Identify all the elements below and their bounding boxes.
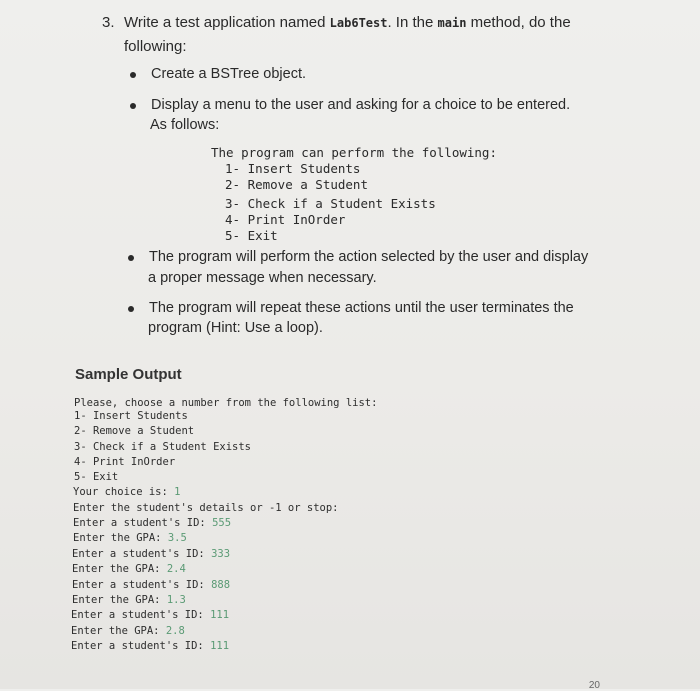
output-line: Enter a student's ID: 888 (72, 579, 231, 591)
bullet-3-line-2: a proper message when necessary. (148, 270, 377, 286)
menu-header: The program can perform the following: (211, 145, 497, 160)
method-name-code: main (437, 16, 467, 30)
output-line: 1- Insert Students (74, 410, 188, 422)
output-line: 5- Exit (74, 471, 119, 483)
bullet-4-line-2: program (Hint: Use a loop). (148, 320, 323, 336)
bullet-4-line-1: The program will repeat these actions until the user terminates the (149, 300, 574, 316)
menu-item: 2- Remove a Student (225, 177, 368, 192)
output-line: 2- Remove a Student (74, 425, 195, 437)
question-number: 3. (102, 14, 115, 31)
output-line: Please, choose a number from the following list: (74, 397, 378, 409)
bullet-1-line-1: Create a BSTree object. (151, 66, 307, 82)
output-line: Enter a student's ID: 333 (72, 548, 231, 560)
question-text-c: method, do the (466, 14, 571, 31)
output-line: Enter the GPA: 2.8 (71, 625, 185, 637)
bullet-3-line-1: The program will perform the action selected by the user and display (149, 249, 589, 265)
menu-item: 3- Check if a Student Exists (225, 196, 436, 211)
output-line: Enter a student's ID: 111 (71, 640, 230, 652)
class-name-code: Lab6Test (329, 16, 388, 30)
output-line: Enter the GPA: 3.5 (73, 532, 187, 544)
sample-output-title: Sample Output (75, 366, 182, 383)
menu-item: 4- Print InOrder (225, 212, 346, 227)
output-line: 4- Print InOrder (74, 456, 176, 468)
bullet-2-line-1: Display a menu to the user and asking for a choice to be entered. (151, 97, 571, 113)
question-line-2: following: (124, 38, 187, 55)
output-line: 3- Check if a Student Exists (74, 441, 252, 453)
output-line: Enter a student's ID: 111 (71, 609, 230, 621)
bullet-dot (130, 103, 136, 109)
output-line: Enter a student's ID: 555 (73, 517, 232, 529)
bullet-dot (128, 255, 134, 261)
question-text-b: . In the (387, 14, 438, 31)
bullet-dot (128, 306, 134, 312)
bullet-2-line-2: As follows: (150, 117, 220, 133)
output-line: Enter the GPA: 2.4 (72, 563, 186, 575)
question-text-a: Write a test application named (124, 14, 330, 31)
question-line-1 (124, 14, 571, 31)
bullet-dot (130, 72, 136, 78)
page-number: 20 (588, 680, 600, 691)
output-line: Enter the GPA: 1.3 (72, 594, 186, 606)
output-line: Your choice is: 1 (73, 486, 181, 498)
menu-item: 5- Exit (225, 228, 278, 243)
output-line: Enter the student's details or -1 or stop: (73, 502, 339, 514)
menu-item: 1- Insert Students (225, 161, 361, 176)
